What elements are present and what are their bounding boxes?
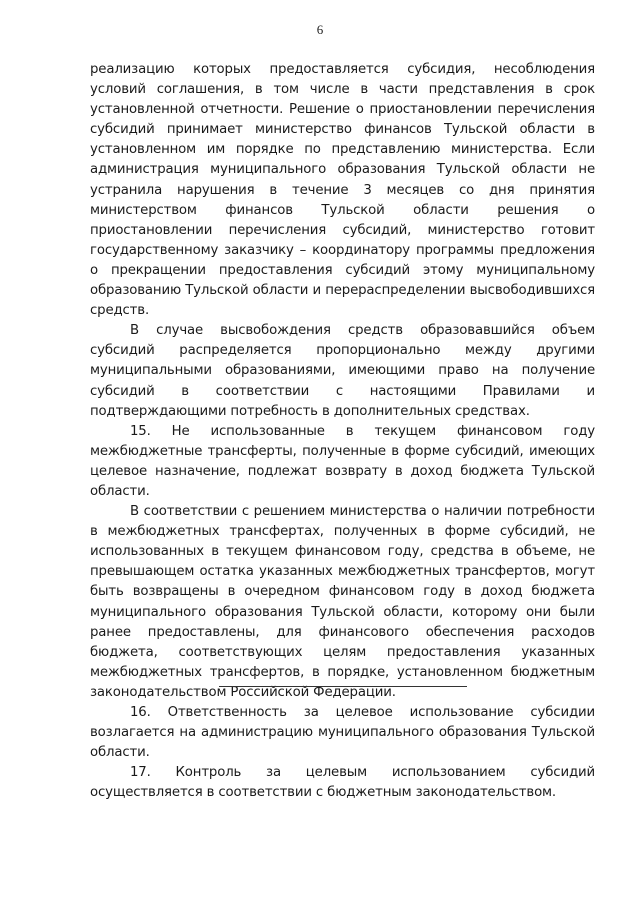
paragraph-item-17: 17. Контроль за целевым использованием субсидий осуществляется в соответствии с бюджетным законодательством.	[90, 765, 595, 801]
paragraph-continuation: реализацию которых предоставляется субсидия, несоблюдения условий соглашения, в том числе в части представления в срок установленной отчетности. Решение о приостановлении перечисления субсидий принимает министерство финансов Тульской области в установленном им порядке по представлению министерства. Если администрация муниципального образования Тульской области не устранила нарушения в течение 3 месяцев со дня принятия министерством финансов Тульской области решения о приостановлении перечисления субсидий, министерство готовит государственному заказчику – координатору программы предложения о прекращении предоставления субсидий этому муниципальному образованию Тульской области и перераспределении высвободившихся средств.	[90, 62, 595, 319]
paragraph-redistribution: В случае высвобождения средств образовавшийся объем субсидий распределяется пропорционально между другими муниципальными образованиями, имеющими право на получение субсидий в соответствии с настоящими Правилами и подтверждающими потребность в дополнительных средствах.	[90, 323, 595, 419]
page-number: 6	[316, 22, 324, 37]
paragraph-item-16: 16. Ответственность за целевое использование субсидии возлагается на администрацию муниципального образования Тульской области.	[90, 705, 595, 761]
document-body	[90, 60, 595, 803]
paragraph-item-15: 15. Не использованные в текущем финансовом году межбюджетные трансферты, полученные в форме субсидий, имеющих целевое назначение, подлежат возврату в доход бюджета Тульской области.	[90, 423, 595, 499]
end-divider	[219, 686, 467, 687]
paragraph-return-funds: В соответствии с решением министерства о наличии потребности в межбюджетных трансфертах, полученных в форме субсидий, не использованных в текущем финансовом году, средства в объеме, не превышающем остатка указанных межбюджетных трансфертов, могут быть возвращены в очередном финансовом году в доход бюджета муниципального образования Тульской области, которому они были ранее предоставлены, для финансового обеспечения расходов бюджета, соответствующих целям предоставления указанных межбюджетных трансфертов, в порядке, установленном бюджетным законодательством Российской Федерации.	[90, 504, 595, 700]
